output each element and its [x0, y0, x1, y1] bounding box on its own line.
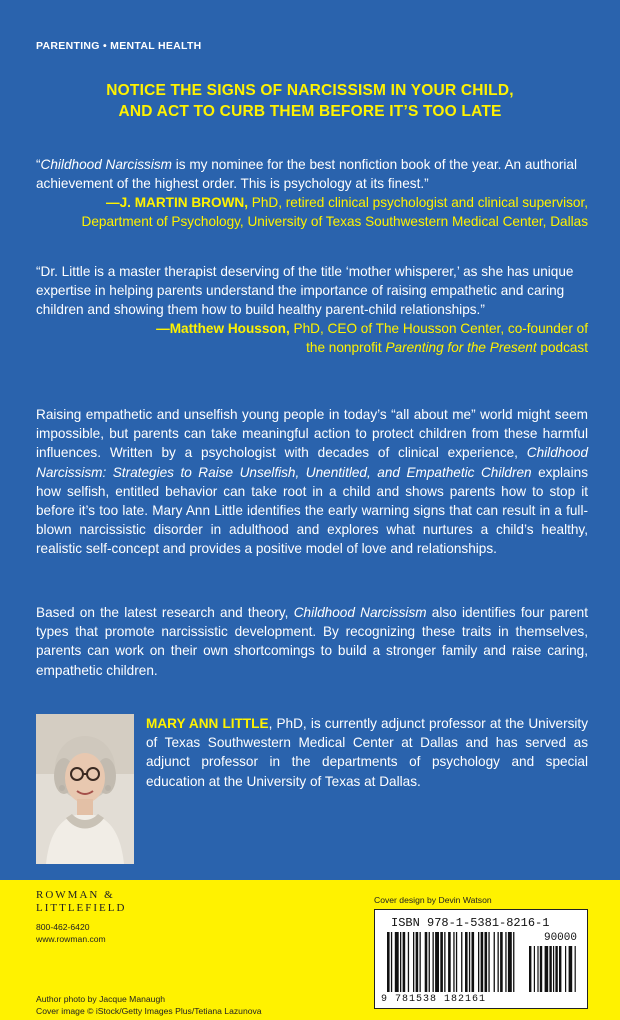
barcode-bar: [488, 932, 489, 992]
price-barcode-bar: [545, 946, 549, 992]
headline-line-1: NOTICE THE SIGNS OF NARCISSISM IN YOUR CHILD,: [106, 82, 514, 99]
barcode-bar: [498, 932, 499, 992]
endorsement-quote-1: [36, 155, 588, 231]
quote-2-podcast-title: Parenting for the Present: [385, 340, 537, 355]
quote-2-attribution: [36, 319, 588, 357]
barcode-bar: [435, 932, 439, 992]
description-paragraph-2: [36, 603, 588, 680]
quote-1-open: “: [36, 157, 41, 172]
author-name: MARY ANN LITTLE: [146, 716, 269, 731]
publisher-website: www.rowman.com: [36, 934, 106, 944]
price-barcode-bar: [553, 946, 554, 992]
barcode-bar: [500, 932, 503, 992]
barcode-bar: [505, 932, 506, 992]
quote-1-attr-line1: PhD, retired clinical psychologist and clinical supervisor,: [248, 195, 588, 210]
barcode-bar: [400, 932, 401, 992]
publisher-line-1: ROWMAN &: [36, 889, 115, 901]
publisher-logo: [36, 889, 126, 915]
quote-1-attribution: [36, 193, 588, 231]
price-barcode-bar: [537, 946, 538, 992]
para-1-end: explains how selfish, entitled behavior can take root in a child and shows parents how to stop it before it’s too late. Mary Ann Little identifies the early warning signs that can result in a full-blown narcissistic disorder in adulthood and explores what nurtures a child’s healthy, realistic self-concept and provides a positive model of love and relationships.: [36, 464, 588, 557]
barcode-bar: [395, 932, 399, 992]
author-bio-text: , PhD, is currently adjunct professor at the University of Texas Southwestern Medical Center at Dallas and has served as adjunct professor in the departments of psychology and special education at the University of Texas at Dallas.: [146, 716, 588, 789]
barcode-bar: [513, 932, 514, 992]
para-2-start: Based on the latest research and theory,: [36, 605, 294, 620]
barcode-bar: [429, 932, 430, 992]
barcode-bar: [444, 932, 445, 992]
barcode-bar: [472, 932, 475, 992]
publisher-line-2: LITTLEFIELD: [36, 902, 127, 914]
barcode-bar: [425, 932, 428, 992]
price-barcode-bar: [569, 946, 573, 992]
quote-1-text: [36, 155, 588, 193]
para-2-book-title: Childhood Narcissism: [293, 605, 427, 620]
author-photo: [36, 714, 134, 864]
price-barcode-bar: [559, 946, 561, 992]
price-barcode-bar: [534, 946, 535, 992]
price-barcode-bar: [565, 946, 566, 992]
headline-line-2: AND ACT TO CURB THEM BEFORE IT’S TOO LATE: [118, 103, 502, 120]
barcode-bar: [494, 932, 495, 992]
author-bio: [146, 714, 588, 791]
quote-2-attr-name: —Matthew Housson,: [156, 321, 290, 336]
price-barcode-bar: [549, 946, 551, 992]
barcode-bars: [387, 932, 577, 994]
quote-1-attr-name: —J. MARTIN BROWN,: [106, 195, 248, 210]
barcode-bar: [456, 932, 457, 992]
barcode-bar: [391, 932, 392, 992]
quote-2-attr-line1: PhD, CEO of The Housson Center, co-founder of: [289, 321, 588, 336]
description-paragraph-1: [36, 405, 588, 559]
barcode-bar: [481, 932, 484, 992]
barcode-bar: [465, 932, 468, 992]
barcode-bar: [453, 932, 454, 992]
barcode-bar: [413, 932, 414, 992]
price-barcode-bar: [529, 946, 531, 992]
quote-1-book-title: Childhood Narcissism: [40, 157, 172, 172]
publisher-phone: 800-462-6420: [36, 922, 90, 932]
para-1-book-title: Childhood Narcissism: Strategies to Raise Unselfish, Unentitled, and Empathetic Children: [36, 445, 588, 480]
quote-2-attr-line2-pre: the nonprofit: [306, 340, 386, 355]
barcode-bar: [420, 932, 421, 992]
quote-2-text: “Dr. Little is a master therapist deserving of the title ‘mother whisperer,’ as she has unique expertise in helping parents understand the importance of raising empathetic and caring children and showing them how to build healthy parent-child relationships.”: [36, 264, 574, 317]
price-barcode-bar: [575, 946, 576, 992]
category-label: PARENTING • MENTAL HEALTH: [36, 40, 202, 52]
barcode-digits: 9 781538 182161: [381, 994, 487, 1005]
price-barcode-bar: [540, 946, 542, 992]
para-1-start: Raising empathetic and unselfish young people in today’s “all about me” world might seem impossible, but parents can take meaningful action to protect children from these harmful influences. Written by a psychologist with decades of clinical experience,: [36, 407, 588, 461]
barcode-bar: [485, 932, 488, 992]
price-barcode-bar: [555, 946, 557, 992]
quote-1-attr-line2: Department of Psychology, University of Texas Southwestern Medical Center, Dallas: [81, 214, 588, 229]
cover-design-credit: Cover design by Devin Watson: [374, 895, 492, 905]
quote-1-body: is my nominee for the best nonfiction book of the year. An authorial achievement of the highest order. This is psychology at its finest.”: [36, 157, 578, 191]
barcode-bar: [469, 932, 470, 992]
headline: [60, 80, 560, 122]
isbn-barcode: [374, 909, 588, 1009]
author-portrait-illustration: [36, 714, 134, 864]
barcode-bar: [403, 932, 406, 992]
cover-image-credit: Cover image © iStock/Getty Images Plus/Tetiana Lazunova: [36, 1006, 262, 1016]
isbn-number: ISBN 978-1-5381-8216-1: [391, 916, 550, 930]
barcode-bar: [416, 932, 419, 992]
para-2-end: also identifies four parent types that promote narcissistic development. By recognizing these traits in themselves, parents can work on their own shortcomings to build a stronger family and raise caring, empathetic children.: [36, 605, 588, 678]
barcode-bar: [440, 932, 443, 992]
endorsement-quote-2: [36, 262, 588, 357]
barcode-bar: [478, 932, 479, 992]
barcode-bar: [433, 932, 434, 992]
barcode-bar: [387, 932, 390, 992]
barcode-bar: [508, 932, 512, 992]
quote-2-attr-line2-post: podcast: [536, 340, 588, 355]
barcode-bar: [408, 932, 409, 992]
barcode-bar: [461, 932, 462, 992]
price-code: 90000: [543, 932, 577, 944]
barcode-bar: [448, 932, 451, 992]
author-photo-credit: Author photo by Jacque Manaugh: [36, 994, 165, 1004]
